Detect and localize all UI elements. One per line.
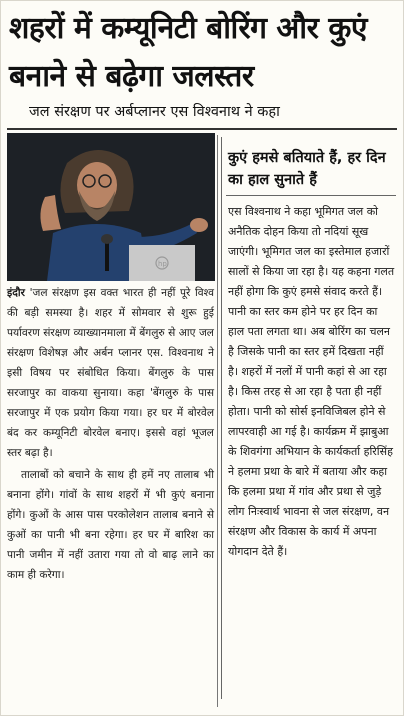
sidebar-paragraph: एस विश्वनाथ ने कहा भूमिगत जल को अनैतिक दोहन किया तो नदियां सूख जाएंगी। भूमिगत जल का इस्तेमाल हजारों सालों से किया जा रहा है। यह कहना गलत नहीं होगा कि कुएं हमसे संवाद करते हैं। पानी का स्तर कम होने पर हर दिन का हाल पता लगता था। अब बोरिंग का चलन है जिसके पानी का स्तर हमें दिखता नहीं है। शहरों में नलों में पानी कहां से आ रहा है। किस तरह से आ रहा है पता ही नहीं होता। पानी को सोर्स इनविजिबल होने से लापरवाही आ गई है। कार्यक्रम में झाबुआ के शिवगंगा अभियान के कार्यकर्ता हरिसिंह ने हलमा प्रथा के बारे में बताया और कहा कि हलमा प्रथा में गांव और प्रथा से जुड़े लोग निःस्वार्थ भावना से जल संरक्षण, वन संरक्षण और विकास के कार्य में अपना योगदान देते हैं। xyxy=(228,205,395,558)
headline: शहरों में कम्यूनिटी बोरिंग और कुएं बनाने से बढ़ेगा जलस्तर xyxy=(9,11,367,94)
sidebar-body xyxy=(222,202,400,562)
paragraph-1 xyxy=(7,283,214,463)
paragraph-1-text: 'जल संरक्षण इस वक्त भारत ही नहीं पूरे विश्व की बड़ी समस्या है। शहर में सोमवार से शुरू हुई पर्यावरण संरक्षण व्याख्यानमाला में बेंगलुरु से आए जल संरक्षण विशेषज्ञ और अर्बन प्लानर एस. विश्वनाथ ने इसी विषय पर संबोधित किया। बेंगलुरु के पास सरजापुर का वाकया सुनाया। कहा 'बेंगलुरु के पास सरजापुर में एक प्रयोग किया गया। हर घर में बोरवेल बंद कर कम्यूनिटी बोरवेल बनाए। इससे वहां भूजल स्तर बढ़ा है। xyxy=(7,287,214,459)
laptop-logo-text: hp xyxy=(158,260,167,268)
column-divider xyxy=(217,135,218,707)
dateline: इंदौर xyxy=(7,287,25,299)
sidebar-title: कुएं हमसे बतियाते हैं, हर दिन का हाल सुनाते हैं xyxy=(228,150,386,188)
sidebar-box xyxy=(221,137,400,699)
speaker-photo xyxy=(7,133,215,281)
sidebar-divider xyxy=(226,195,396,196)
paragraph-2: तालाबों को बचाने के साथ ही हमें नए तालाब भी बनाना होंगे। गांवों के साथ शहरों में भी कुएं बनाना होंगे। कुओं के आस पास परकोलेशन तालाब बनाने से कुओं का पानी भी बना रहेगा। हर घर में बारिश का पानी जमीन में नहीं उतारा गया तो वो बाढ़ लाने का काम ही करेगा। xyxy=(7,469,214,581)
divider xyxy=(7,128,397,130)
article-body xyxy=(7,283,214,585)
subheadline: जल संरक्षण पर अर्बप्लानर एस विश्वनाथ ने कहा xyxy=(29,104,280,120)
